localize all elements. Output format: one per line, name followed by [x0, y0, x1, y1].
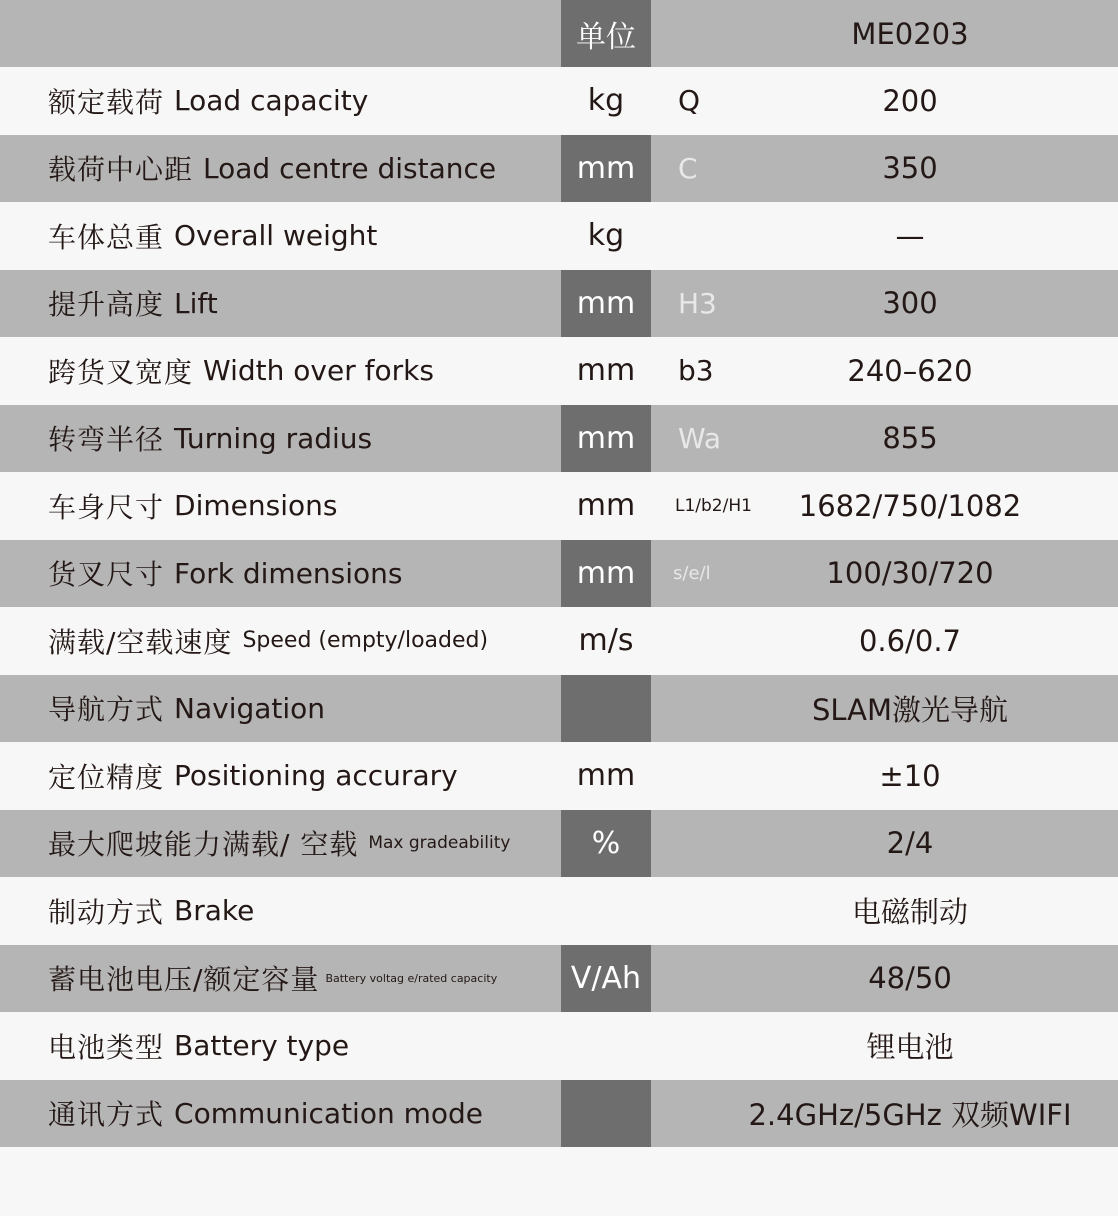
spec-name-cn: 跨货叉宽度: [48, 355, 194, 389]
table-row: [0, 540, 1118, 608]
spec-value: 350: [882, 151, 938, 186]
spec-name: [0, 945, 561, 1013]
spec-value: ±10: [879, 758, 941, 793]
spec-name-cn: 货叉尺寸: [48, 558, 165, 592]
spec-value: 240–620: [847, 353, 973, 388]
spec-name: [0, 675, 561, 743]
spec-name-cn: 最大爬坡能力满载/ 空载: [48, 828, 359, 862]
spec-value: 0.6/0.7: [858, 623, 961, 658]
spec-value: 2/4: [886, 826, 934, 861]
spec-name-cn: 转弯半径: [48, 423, 165, 457]
spec-name-cn: 载荷中心距: [48, 153, 194, 187]
table-row: [0, 675, 1118, 743]
table-row: [0, 877, 1118, 945]
spec-unit: mm: [561, 135, 651, 203]
spec-unit: mm: [561, 270, 651, 338]
spec-unit: [561, 1080, 651, 1148]
table-row: [0, 742, 1118, 810]
spec-symbol: b3: [678, 354, 714, 388]
table-row: [0, 270, 1118, 338]
spec-name: [0, 877, 561, 945]
table-row: [0, 810, 1118, 878]
spec-name-en: Communication mode: [174, 1096, 484, 1130]
spec-name: [0, 742, 561, 810]
spec-unit: mm: [576, 353, 636, 389]
spec-name: [0, 337, 561, 405]
spec-value: 1682/750/1082: [798, 488, 1022, 523]
spec-symbol: C: [678, 151, 698, 185]
spec-name-en: Positioning accurary: [174, 759, 458, 793]
spec-name-cn: 定位精度: [48, 760, 165, 794]
spec-name-cn: 满载/空载速度: [48, 625, 233, 659]
spec-value: 100/30/720: [826, 556, 994, 591]
spec-symbol: Q: [678, 84, 701, 118]
spec-unit: kg: [587, 83, 625, 119]
spec-unit: mm: [576, 488, 636, 524]
spec-name-en: Max gradeability: [368, 833, 511, 854]
spec-unit: mm: [561, 540, 651, 608]
spec-value: SLAM激光导航: [811, 692, 1009, 727]
spec-name: [0, 405, 561, 473]
spec-name-en: Overall weight: [174, 219, 378, 253]
spec-name-en: Turning radius: [174, 421, 373, 455]
spec-name-en: Battery type: [174, 1029, 350, 1063]
spec-value: 300: [882, 286, 938, 321]
spec-unit: m/s: [578, 623, 634, 659]
spec-unit: [561, 675, 651, 743]
spec-unit: mm: [561, 405, 651, 473]
spec-name: [0, 270, 561, 338]
spec-symbol: H3: [678, 286, 717, 320]
spec-name-en: Brake: [174, 894, 255, 928]
spec-name-cn: 车体总重: [48, 220, 165, 254]
spec-unit: [561, 877, 651, 945]
spec-name: [0, 1080, 561, 1148]
spec-name-cn: 制动方式: [48, 895, 165, 929]
spec-unit: kg: [587, 218, 625, 254]
spec-name-en: Width over forks: [203, 354, 434, 388]
spec-name: [0, 202, 561, 270]
spec-value: 电磁制动: [851, 895, 968, 930]
spec-value: 200: [882, 83, 938, 118]
spec-name-en: Fork dimensions: [174, 556, 403, 590]
table-row: [0, 202, 1118, 270]
spec-value: 锂电池: [866, 1030, 954, 1065]
table-row: [0, 607, 1118, 675]
spec-name: [0, 540, 561, 608]
spec-value: —: [895, 218, 925, 253]
spec-name-en: Battery voltag e/rated capacity: [325, 971, 498, 985]
spec-name-cn: 额定载荷: [48, 85, 165, 119]
spec-symbol: Wa: [678, 421, 722, 455]
bottom-padding: [0, 1148, 1118, 1216]
spec-name-en: Dimensions: [174, 489, 338, 523]
table-row: [0, 472, 1118, 540]
table-row: [0, 405, 1118, 473]
table-row: [0, 1012, 1118, 1080]
spec-name: [0, 67, 561, 135]
spec-value: 48/50: [868, 961, 952, 996]
spec-name-cn: 导航方式: [48, 693, 165, 727]
spec-name-en: Speed (empty/loaded): [242, 628, 489, 654]
spec-name-cn: 车身尺寸: [48, 490, 165, 524]
table-row: [0, 337, 1118, 405]
spec-name-cn: 提升高度: [48, 288, 165, 322]
spec-unit: mm: [576, 758, 636, 794]
table-header: [0, 0, 1118, 67]
spec-name: [0, 472, 561, 540]
spec-name-en: Load centre distance: [203, 151, 497, 185]
spec-unit: [561, 1012, 651, 1080]
spec-name-en: Load capacity: [174, 84, 369, 118]
spec-name: [0, 607, 561, 675]
spec-name: [0, 810, 561, 878]
spec-name-cn: 通讯方式: [48, 1098, 165, 1132]
table-row: [0, 67, 1118, 135]
spec-symbol: L1/b2/H1: [675, 495, 752, 516]
table-row: [0, 945, 1118, 1013]
spec-name-cn: 电池类型: [48, 1030, 165, 1064]
spec-name-en: Navigation: [174, 691, 326, 725]
spec-unit: %: [561, 810, 651, 878]
spec-value: 855: [882, 421, 938, 456]
spec-name-en: Lift: [174, 286, 218, 320]
spec-name: [0, 1012, 561, 1080]
table-row: [0, 1080, 1118, 1148]
model-column-header: ME0203: [851, 16, 969, 51]
spec-name: [0, 135, 561, 203]
spec-name-cn: 蓄电池电压/额定容量: [48, 963, 320, 997]
spec-symbol: s/e/l: [673, 562, 711, 584]
spec-value: 2.4GHz/5GHz 双频WIFI: [748, 1097, 1072, 1132]
unit-column-header: 单位: [561, 0, 651, 67]
spec-unit: V/Ah: [561, 945, 651, 1013]
table-row: [0, 135, 1118, 203]
